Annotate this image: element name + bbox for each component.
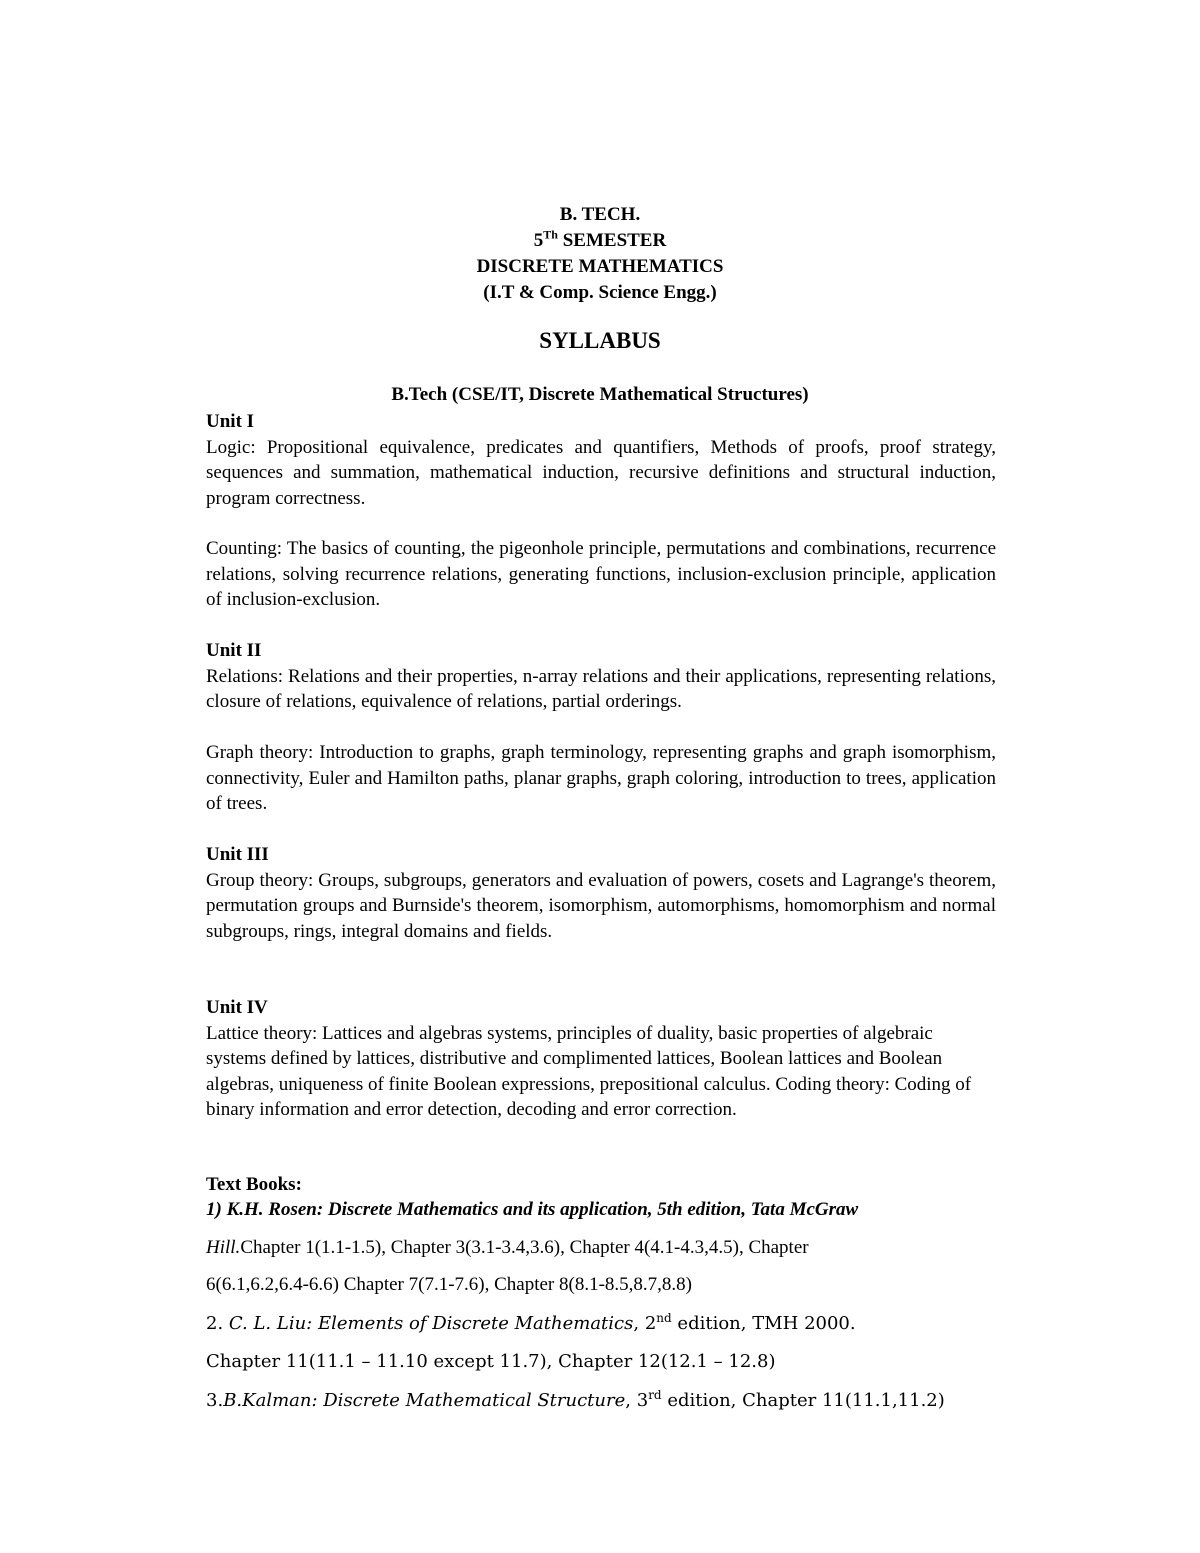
textbook-3-title: B.Kalman: Discrete Mathematical Structure: [223, 1390, 626, 1411]
unit-1-heading: Unit I: [206, 411, 255, 432]
textbooks-heading: Text Books:: [206, 1174, 302, 1195]
textbook-3-edition: , 3: [625, 1390, 649, 1411]
unit-3-group-paragraph: Group theory: Groups, subgroups, generators and evaluation of powers, cosets and Lagrange's theorem, permutation groups and Burnside's theorem, isomorphism, automorphisms, homomorphism and normal subgroups, rings, integral domains and fields.: [206, 869, 996, 942]
branch-title: (I.T & Comp. Science Engg.): [483, 282, 717, 303]
course-title: B.Tech (CSE/IT, Discrete Mathematical Structures): [391, 384, 809, 405]
unit-2-relations-paragraph: Relations: Relations and their properties, n-array relations and their applications, representing relations, closure of relations, equivalence of relations, partial orderings.: [206, 665, 996, 712]
semester-number: 5: [533, 230, 544, 251]
textbook-1-chapters-b: 6(6.1,6.2,6.4-6.6) Chapter 7(7.1-7.6), Chapter 8(8.1-8.5,8.7,8.8): [206, 1274, 692, 1295]
unit-1-section: [206, 409, 996, 511]
unit-4-heading: Unit IV: [206, 997, 268, 1018]
textbook-2-edition-suffix: nd: [656, 1311, 672, 1325]
unit-1-counting-paragraph: Counting: The basics of counting, the pigeonhole principle, permutations and combinations, recurrence relations, solving recurrence relations, generating functions, inclusion-exclusion principle, application of inclusion-exclusion.: [206, 538, 996, 610]
textbook-3-edition-suffix: rd: [648, 1388, 662, 1402]
unit-3-section: [206, 842, 996, 944]
degree-title: B. TECH.: [559, 204, 641, 225]
textbook-2-publisher: edition, TMH 2000.: [671, 1313, 856, 1334]
textbook-2: [206, 1313, 1106, 1334]
subject-title: DISCRETE MATHEMATICS: [476, 256, 724, 277]
textbook-3-number: 3.: [206, 1390, 224, 1411]
unit-2-section: [206, 638, 996, 715]
textbook-3-chapters: edition, Chapter 11(11.1,11.2): [661, 1390, 945, 1411]
semester-word: SEMESTER: [562, 230, 667, 251]
semester-suffix: Th: [543, 227, 558, 242]
textbook-2-number: 2.: [206, 1313, 229, 1334]
textbook-2-edition: , 2: [633, 1313, 657, 1334]
semester-title: [0, 228, 1200, 253]
textbook-2-title: C. L. Liu: Elements of Discrete Mathematics: [228, 1313, 634, 1334]
textbook-1-chapters-a: [206, 1237, 1106, 1259]
textbook-1-chapter-list-a: Chapter 1(1.1-1.5), Chapter 3(3.1-3.4,3.6), Chapter 4(4.1-4.3,4.5), Chapter: [240, 1237, 809, 1258]
textbook-3: [206, 1390, 1106, 1411]
syllabus-heading: SYLLABUS: [539, 328, 661, 353]
unit-1-logic-paragraph: Logic: Propositional equivalence, predicates and quantifiers, Methods of proofs, proof strategy, sequences and summation, mathematical induction, recursive definitions and structural induction, program correctness.: [206, 436, 996, 509]
unit-2-graph-paragraph: Graph theory: Introduction to graphs, graph terminology, representing graphs and graph isomorphism, connectivity, Euler and Hamilton paths, planar graphs, graph coloring, introduction to trees, application of trees.: [206, 742, 996, 814]
textbook-1-title: 1) K.H. Rosen: Discrete Mathematics and its application, 5th edition, Tata McGraw: [206, 1199, 859, 1220]
unit-3-heading: Unit III: [206, 844, 269, 865]
textbook-2-chapters: Chapter 11(11.1 – 11.10 except 11.7), Chapter 12(12.1 – 12.8): [206, 1351, 776, 1372]
textbook-1-publisher: Hill.: [206, 1237, 241, 1258]
unit-4-lattice-paragraph: Lattice theory: Lattices and algebras systems, principles of duality, basic properties of algebraic systems defined by lattices, distributive and complimented lattices, Boolean lattices and Boolean algebras, uniqueness of finite Boolean expressions, prepositional calculus. Coding theory: Coding of binary information and error detection, decoding and error correction.: [206, 1022, 972, 1120]
unit-4-section: [206, 995, 996, 1123]
unit-2-heading: Unit II: [206, 640, 262, 661]
